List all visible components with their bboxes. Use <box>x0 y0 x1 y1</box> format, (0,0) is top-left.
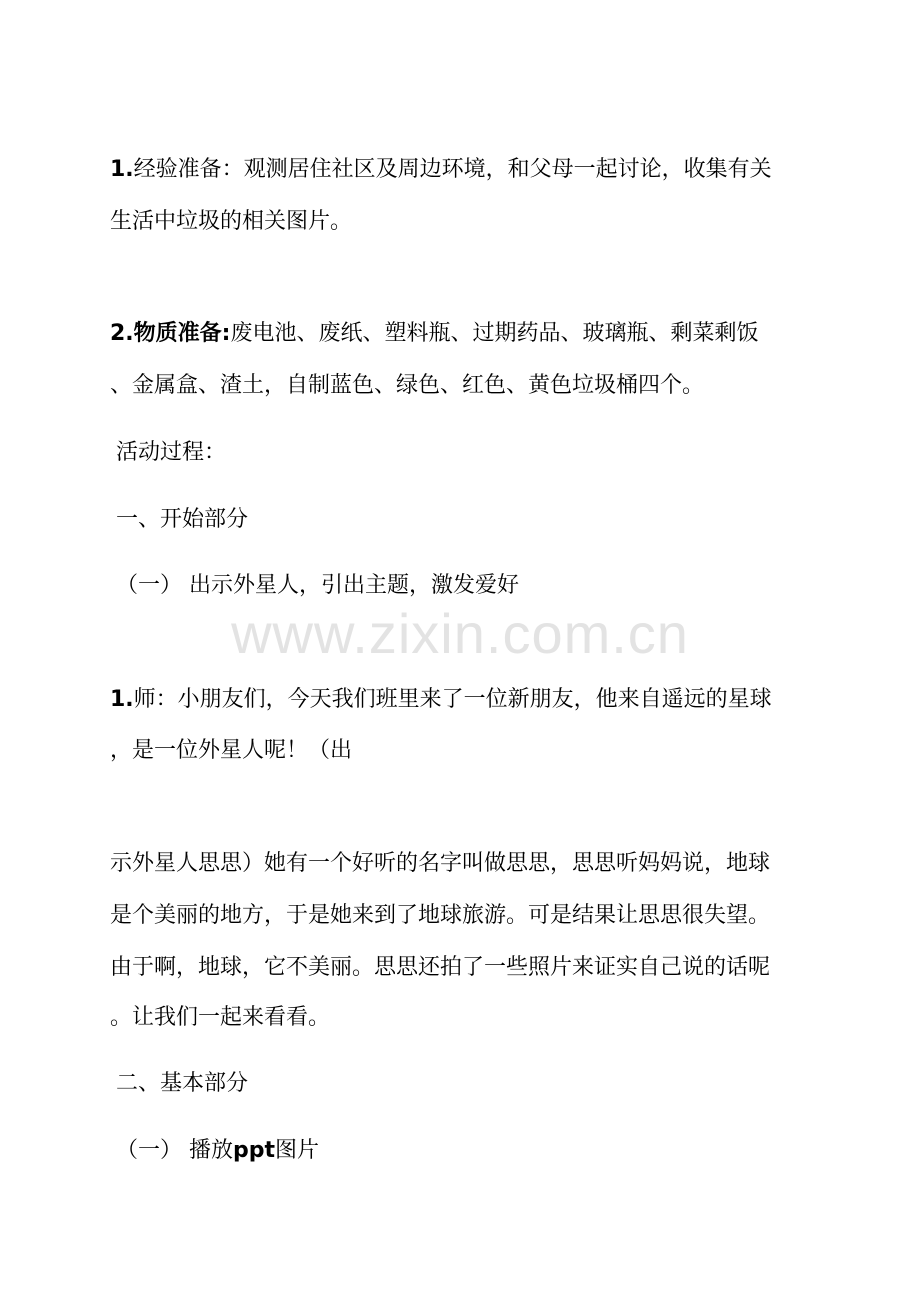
prep-item-1-number: 1. <box>110 157 134 182</box>
watermark: www.zixin.com.cn <box>231 602 689 665</box>
part-2-subsection-suffix: 图片 <box>275 1138 320 1163</box>
story-line-4: 。让我们一起来看看。 <box>110 1005 331 1030</box>
teacher-line-2: ，是一位外星人呢！（出 <box>110 738 353 763</box>
part-2-subsection-ppt: ppt <box>233 1138 276 1163</box>
teacher-number: 1. <box>110 687 134 712</box>
prep-item-2-line-1 <box>110 319 759 349</box>
part-1-subsection-1: （一） 出示外星人，引出主题，激发爱好 <box>116 573 519 598</box>
prep-item-1-line-2: 生活中垃圾的相关图片。 <box>110 209 353 234</box>
part-2-subsection-1 <box>116 1136 319 1166</box>
story-line-3: 由于啊，地球，它不美丽。思思还拍了一些照片来证实自己说的话呢 <box>110 955 771 980</box>
prep-item-2-number: 2. <box>110 321 134 346</box>
story-line-1: 示外星人思思）她有一个好听的名字叫做思思，思思听妈妈说，地球 <box>110 851 771 876</box>
part-2-title: 二、基本部分 <box>116 1071 249 1096</box>
story-line-2: 是个美丽的地方，于是她来到了地球旅游。可是结果让思思很失望。 <box>110 903 771 928</box>
part-1-title: 一、开始部分 <box>116 507 249 532</box>
prep-item-2-line-2: 、金属盒、渣土，自制蓝色、绿色、红色、黄色垃圾桶四个。 <box>110 373 705 398</box>
prep-item-2-label: 物质准备: <box>133 321 231 346</box>
teacher-text: 师：小朋友们，今天我们班里来了一位新朋友，他来自遥远的星球 <box>133 687 772 712</box>
prep-item-2-text: 废电池、废纸、塑料瓶、过期药品、玻璃瓶、剩菜剩饭 <box>230 321 759 346</box>
part-2-subsection-prefix: （一） 播放 <box>116 1138 233 1163</box>
process-heading: 活动过程： <box>116 440 227 465</box>
prep-item-1-line-1 <box>110 155 772 185</box>
teacher-line-1 <box>110 685 772 715</box>
prep-item-1-text: 经验准备：观测居住社区及周边环境，和父母一起讨论，收集有关 <box>133 157 772 182</box>
